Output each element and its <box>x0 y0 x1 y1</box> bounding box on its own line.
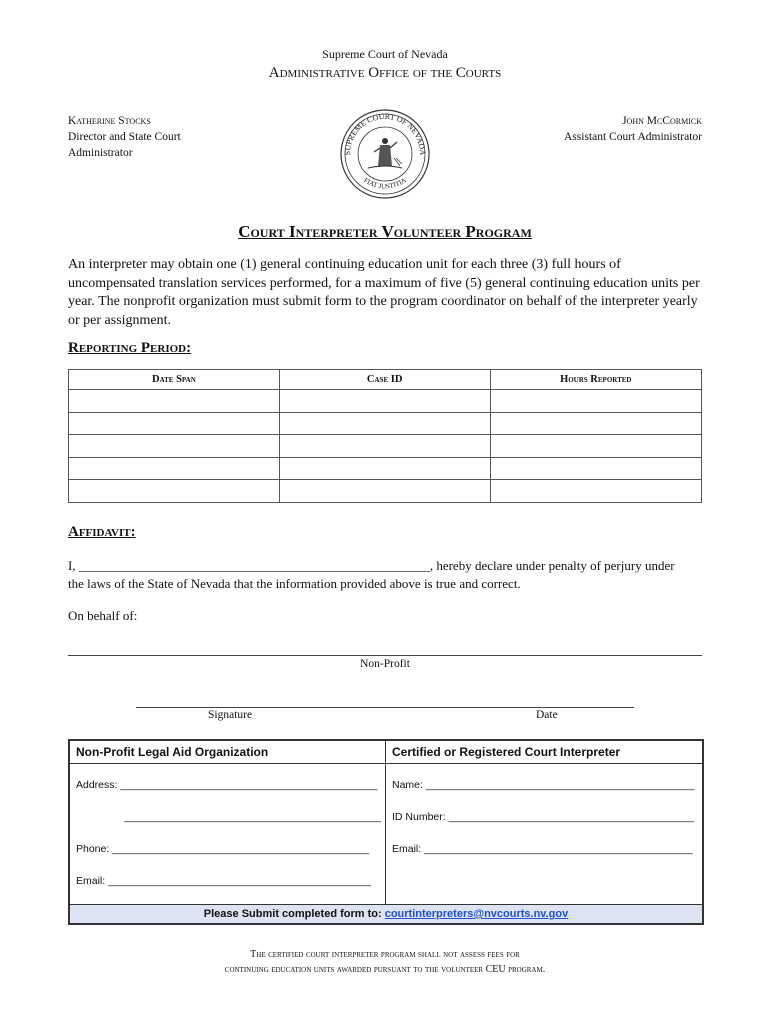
date-span-cell[interactable] <box>69 480 280 503</box>
date-span-cell[interactable] <box>69 412 280 435</box>
reporting-period-heading: Reporting Period: <box>68 340 192 356</box>
hours-cell[interactable] <box>490 457 701 480</box>
affidavit-declaration-cont: the laws of the State of Nevada that the information provided above is true and correct. <box>68 576 521 591</box>
phone-field[interactable]: Phone: ____________________________________________ <box>76 843 370 855</box>
footer-line1: The certified court interpreter program shall not assess fees for <box>250 949 520 960</box>
footer-line2: continuing education units awarded pursuant to the volunteer CEU program. <box>224 964 546 975</box>
court-seal-icon <box>334 108 436 200</box>
affidavit-heading: Affidavit: <box>68 524 136 540</box>
case-id-cell[interactable] <box>279 412 490 435</box>
on-behalf-label: On behalf of: <box>68 608 138 623</box>
affidavit-declaration[interactable]: I, ______________________________________________________, hereby declare under penalty of perjury under <box>68 558 675 573</box>
seal-bottom-text: FIAT JUSTITIA <box>362 176 408 191</box>
date-span-cell[interactable] <box>69 457 280 480</box>
table-row <box>69 480 702 503</box>
interpreter-name-field[interactable]: Name: ______________________________________________ <box>392 779 695 791</box>
hours-cell[interactable] <box>490 412 701 435</box>
interpreter-email-field[interactable]: Email: ______________________________________________ <box>392 843 693 855</box>
case-id-cell[interactable] <box>279 457 490 480</box>
svg-text:FIAT JUSTITIA <box>362 176 408 190</box>
table-row <box>69 457 702 480</box>
assistant-name: John McCormick <box>622 115 702 127</box>
nonprofit-label: Non-Profit <box>360 658 410 670</box>
address-field[interactable]: Address: ____________________________________________ <box>76 779 378 791</box>
table-header-row <box>69 370 702 390</box>
case-id-cell[interactable] <box>279 435 490 458</box>
nonprofit-line[interactable] <box>68 654 702 656</box>
assistant-block <box>564 113 702 145</box>
director-title-line1: Director and State Court <box>68 131 181 143</box>
director-name: Katherine Stocks <box>68 115 151 127</box>
date-label: Date <box>536 709 558 721</box>
case-id-cell[interactable] <box>279 390 490 413</box>
interpreter-header: Certified or Registered Court Interpreter <box>386 741 702 764</box>
table-row <box>69 435 702 458</box>
director-block <box>68 113 181 161</box>
intro-paragraph: An interpreter may obtain one (1) general continuing education unit for each three (3) full hours of uncompensated translation services performed, for a maximum of five (5) general continuing education units per year. The nonprofit organization must submit form to the program coordinator on behalf of the interpreter yearly or per assignment. <box>68 257 700 328</box>
director-title-line2: Administrator <box>68 147 133 159</box>
assistant-title: Assistant Court Administrator <box>564 131 702 143</box>
col-hours-reported: Hours Reported <box>490 370 701 390</box>
hours-cell[interactable] <box>490 480 701 503</box>
col-date-span: Date Span <box>69 370 280 390</box>
seal-top-text: SUPREME COURT OF NEVADA <box>342 111 428 156</box>
page-title: Court Interpreter Volunteer Program <box>238 222 532 241</box>
org-email-field[interactable]: Email: _____________________________________________ <box>76 875 371 887</box>
submit-email-link[interactable]: courtinterpreters@nvcourts.nv.gov <box>384 908 569 920</box>
table-row <box>69 412 702 435</box>
signature-label: Signature <box>208 709 253 721</box>
office-name: Administrative Office of the Courts <box>268 65 502 81</box>
col-case-id: Case ID <box>279 370 490 390</box>
court-name: Supreme Court of Nevada <box>322 47 448 61</box>
nonprofit-org-header: Non-Profit Legal Aid Organization <box>70 741 385 764</box>
signature-date-line[interactable] <box>136 706 634 708</box>
hours-cell[interactable] <box>490 390 701 413</box>
contact-info-box <box>68 739 704 925</box>
date-span-cell[interactable] <box>69 435 280 458</box>
interpreter-id-field[interactable]: ID Number: __________________________________________ <box>392 811 694 823</box>
date-span-cell[interactable] <box>69 390 280 413</box>
table-row <box>69 390 702 413</box>
case-id-cell[interactable] <box>279 480 490 503</box>
submit-text: Please Submit completed form to: <box>203 908 385 920</box>
hours-cell[interactable] <box>490 435 701 458</box>
address-line2-field[interactable]: ____________________________________________ <box>124 811 381 823</box>
submit-instructions <box>70 904 702 923</box>
reporting-table <box>68 369 702 503</box>
